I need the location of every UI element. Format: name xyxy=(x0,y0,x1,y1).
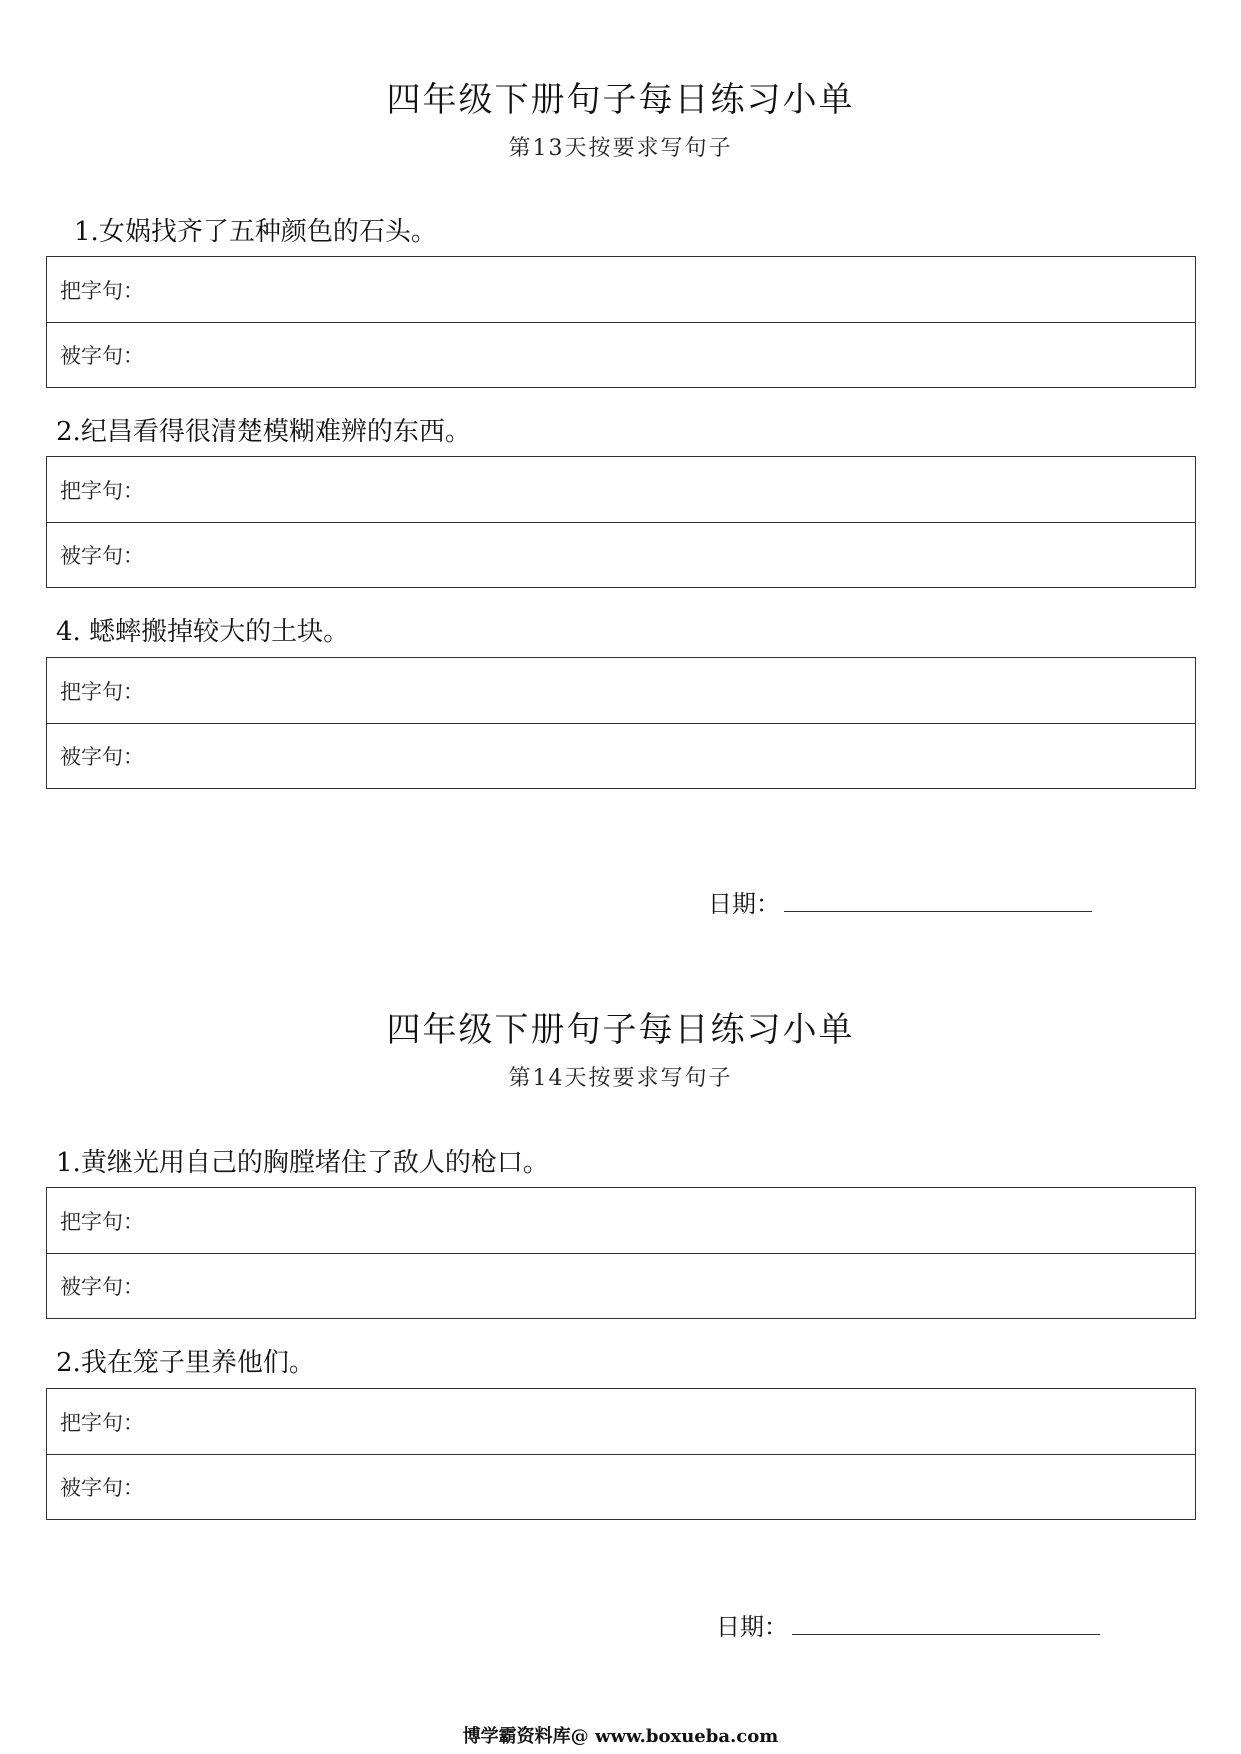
ba-sentence-field[interactable] xyxy=(47,1389,1195,1454)
question-text: 纪昌看得很清楚模糊难辨的东西。 xyxy=(80,417,471,447)
ba-sentence-field[interactable] xyxy=(47,257,1195,322)
bei-sentence-label: 被字句： xyxy=(60,745,144,769)
question-number: 1. xyxy=(74,217,99,247)
ba-sentence-field[interactable] xyxy=(47,658,1195,723)
answer-box xyxy=(46,1388,1196,1520)
question-number: 2. xyxy=(56,1348,81,1378)
ba-sentence-label: 把字句： xyxy=(60,679,144,704)
question-text: 蟋蟀搬掉较大的土块。 xyxy=(89,617,350,647)
question-4 xyxy=(56,611,349,648)
bei-sentence-field[interactable] xyxy=(47,522,1195,587)
ba-sentence-field[interactable] xyxy=(47,457,1195,522)
question-2 xyxy=(56,1342,315,1379)
worksheet2-title: 四年级下册句子每日练习小单 xyxy=(386,1010,855,1050)
question-text: 黄继光用自己的胸膛堵住了敌人的枪口。 xyxy=(80,1148,549,1178)
question-text: 我在笼子里养他们。 xyxy=(80,1348,315,1378)
ba-sentence-field[interactable] xyxy=(47,1188,1195,1253)
bei-sentence-field[interactable] xyxy=(47,723,1195,788)
question-1 xyxy=(74,211,437,248)
question-number: 4. xyxy=(56,617,81,647)
worksheet2-subtitle: 第14天按要求写句子 xyxy=(508,1066,733,1091)
bei-sentence-label: 被字句： xyxy=(60,1275,144,1299)
question-number: 1. xyxy=(56,1148,81,1178)
answer-box xyxy=(46,256,1196,388)
ba-sentence-label: 把字句： xyxy=(60,478,144,503)
bei-sentence-label: 被字句： xyxy=(60,344,144,368)
date-input-line[interactable] xyxy=(784,911,1092,912)
answer-box xyxy=(46,657,1196,789)
bei-sentence-field[interactable] xyxy=(47,1454,1195,1519)
bei-sentence-field[interactable] xyxy=(47,322,1195,387)
ba-sentence-label: 把字句： xyxy=(60,278,144,303)
question-number: 2. xyxy=(56,417,81,447)
worksheet1-subtitle: 第13天按要求写句子 xyxy=(508,136,733,161)
answer-box xyxy=(46,1187,1196,1319)
question-2 xyxy=(56,411,471,448)
footer-watermark: 博学霸资料库@ www.boxueba.com xyxy=(462,1726,779,1747)
answer-box xyxy=(46,456,1196,588)
bei-sentence-field[interactable] xyxy=(47,1253,1195,1318)
question-1 xyxy=(56,1142,549,1179)
bei-sentence-label: 被字句： xyxy=(60,544,144,568)
worksheet1-title: 四年级下册句子每日练习小单 xyxy=(386,80,855,120)
date-label: 日期： xyxy=(716,1613,788,1641)
date-label: 日期： xyxy=(708,890,780,918)
date-input-line[interactable] xyxy=(792,1634,1100,1635)
bei-sentence-label: 被字句： xyxy=(60,1476,144,1500)
ba-sentence-label: 把字句： xyxy=(60,1209,144,1234)
ba-sentence-label: 把字句： xyxy=(60,1410,144,1435)
question-text: 女娲找齐了五种颜色的石头。 xyxy=(98,217,437,247)
